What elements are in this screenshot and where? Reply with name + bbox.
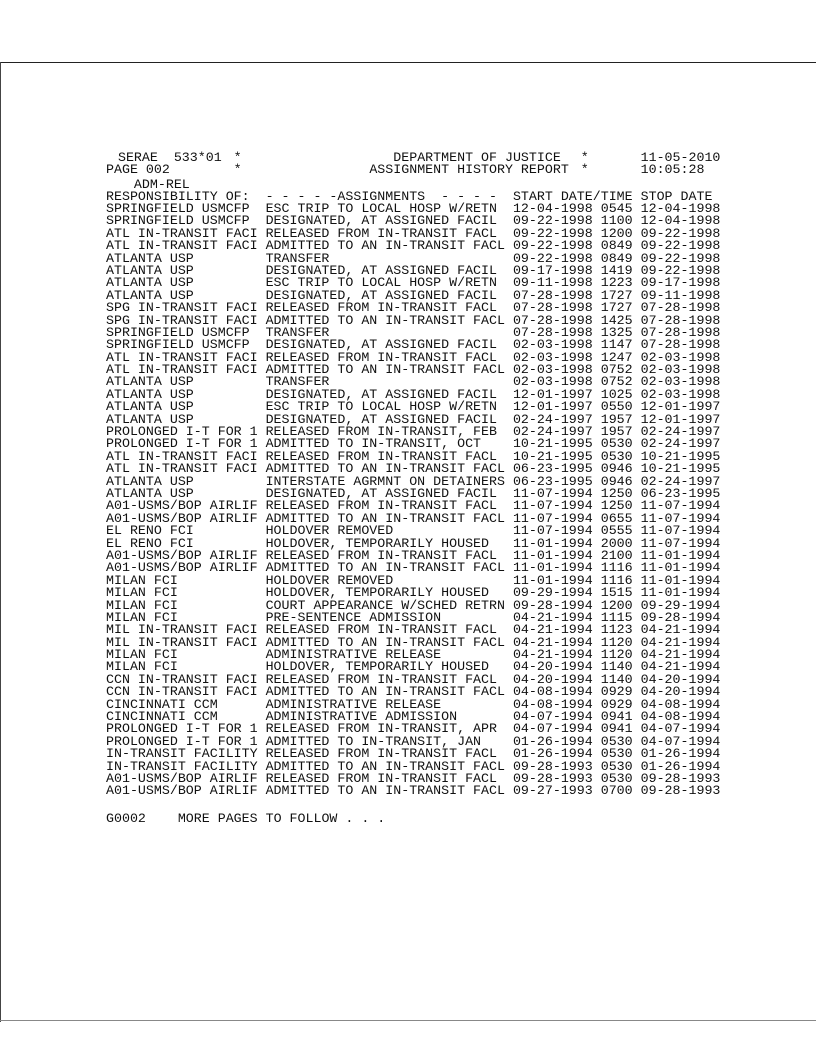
page-border-bottom xyxy=(0,1020,816,1021)
stop-date-cell: 11-07-1994 xyxy=(640,498,721,514)
assignment-cell: ADMITTED TO AN IN-TRANSIT FACL xyxy=(265,362,505,378)
assignment-cell: ESC TRIP TO LOCAL HOSP W/RETN xyxy=(265,275,497,291)
assignment-cell: RELEASED FROM IN-TRANSIT FACL xyxy=(265,622,497,638)
assignments-header: - - - - -ASSIGNMENTS - - - - xyxy=(265,189,497,204)
assignment-cell: DESIGNATED, AT ASSIGNED FACIL xyxy=(265,485,497,501)
report-title: ASSIGNMENT HISTORY REPORT xyxy=(369,162,569,177)
start-time-cell: 1200 xyxy=(600,225,633,241)
responsibility-cell: EL RENO FCI xyxy=(106,523,194,539)
start-time-cell: 1116 xyxy=(600,560,633,576)
start-date-cell: 09-22-1998 xyxy=(512,250,593,266)
start-date-cell: 04-21-1994 xyxy=(512,647,593,663)
system-id: SERAE 533*01 xyxy=(117,150,222,165)
responsibility-cell: ATLANTA USP xyxy=(106,485,194,501)
assignment-cell: TRANSFER xyxy=(265,374,330,390)
stop-date-cell: 07-28-1998 xyxy=(640,300,721,316)
responsibility-cell: MILAN FCI xyxy=(106,572,178,588)
start-date-cell: 02-24-1997 xyxy=(512,411,593,427)
assignment-cell: COURT APPEARANCE W/SCHED RETRN xyxy=(265,597,505,613)
assignment-cell: RELEASED FROM IN-TRANSIT FACL xyxy=(265,300,497,316)
responsibility-cell: PROLONGED I-T FOR 1 xyxy=(106,721,258,737)
start-date-cell: 09-27-1993 xyxy=(512,783,593,799)
assignment-cell: DESIGNATED, AT ASSIGNED FACIL xyxy=(265,386,497,402)
responsibility-cell: SPRINGFIELD USMCFP xyxy=(106,337,250,353)
assignment-cell: RELEASED FROM IN-TRANSIT FACL xyxy=(265,448,497,464)
start-time-cell: 0545 xyxy=(600,201,633,216)
assignment-cell: RELEASED FROM IN-TRANSIT FACL xyxy=(265,770,497,786)
responsibility-cell: MIL IN-TRANSIT FACI xyxy=(106,634,258,650)
report-date: 11-05-2010 xyxy=(640,150,721,165)
header-line-2 xyxy=(106,163,766,176)
stop-date-cell: 02-03-1998 xyxy=(640,349,721,365)
responsibility-cell: ATLANTA USP xyxy=(106,262,194,278)
assignment-table xyxy=(106,203,746,798)
stop-date-cell: 12-01-1997 xyxy=(640,411,721,427)
assignment-cell: TRANSFER xyxy=(265,324,330,340)
stop-date-cell: 11-07-1994 xyxy=(640,535,721,551)
responsibility-cell: ATLANTA USP xyxy=(106,275,194,291)
assignment-cell: ADMINISTRATIVE RELEASE xyxy=(265,696,442,712)
stop-date-cell: 04-07-1994 xyxy=(640,733,721,749)
stop-date-cell: 01-26-1994 xyxy=(640,746,721,762)
start-date-cell: 11-01-1994 xyxy=(512,535,593,551)
start-time-cell: 0530 xyxy=(600,448,633,464)
responsibility-cell: ATL IN-TRANSIT FACI xyxy=(106,448,258,464)
start-time-cell: 1140 xyxy=(600,659,633,675)
responsibility-cell: CINCINNATI CCM xyxy=(106,696,218,712)
start-time-cell: 1120 xyxy=(600,634,633,650)
responsibility-cell: ATL IN-TRANSIT FACI xyxy=(106,362,258,378)
start-date-cell: 10-21-1995 xyxy=(512,448,593,464)
responsibility-cell: A01-USMS/BOP AIRLIF xyxy=(106,770,258,786)
responsibility-cell: SPG IN-TRANSIT FACI xyxy=(106,300,258,316)
start-time-cell: 0655 xyxy=(600,510,633,526)
start-time-cell: 0849 xyxy=(600,238,633,254)
assignment-cell: ADMINISTRATIVE ADMISSION xyxy=(265,709,458,725)
stop-date-cell: 10-21-1995 xyxy=(640,448,721,464)
adm-rel-label: ADM-REL xyxy=(133,177,190,192)
start-date-cell: 04-08-1994 xyxy=(512,684,593,700)
stop-date-cell: 12-04-1998 xyxy=(640,213,721,229)
stop-date-cell: 02-03-1998 xyxy=(640,386,721,402)
start-date-cell: 11-01-1994 xyxy=(512,547,593,563)
start-date-cell: 07-28-1998 xyxy=(512,324,593,340)
stop-date-cell: 09-22-1998 xyxy=(640,238,721,254)
stop-date-cell: 07-28-1998 xyxy=(640,324,721,340)
start-date-cell: 04-07-1994 xyxy=(512,709,593,725)
start-date-cell: 09-22-1998 xyxy=(512,213,593,229)
stop-date-cell: 04-08-1994 xyxy=(640,709,721,725)
responsibility-cell: SPG IN-TRANSIT FACI xyxy=(106,312,258,328)
responsibility-cell: IN-TRANSIT FACILITY xyxy=(106,758,258,774)
header-star: * xyxy=(233,150,242,165)
start-date-cell: 09-28-1993 xyxy=(512,758,593,774)
stop-date-cell: 12-01-1997 xyxy=(640,399,721,415)
responsibility-cell: IN-TRANSIT FACILITY xyxy=(106,746,258,762)
assignment-cell: HOLDOVER, TEMPORARILY HOUSED xyxy=(265,585,490,601)
responsibility-cell: ATLANTA USP xyxy=(106,287,194,303)
start-date-cell: 02-24-1997 xyxy=(512,424,593,440)
start-date-cell: 11-01-1994 xyxy=(512,572,593,588)
start-time-cell: 1425 xyxy=(600,312,633,328)
assignment-cell: HOLDOVER, TEMPORARILY HOUSED xyxy=(265,659,490,675)
assignment-cell: ADMITTED TO AN IN-TRANSIT FACL xyxy=(265,312,505,328)
start-time-cell: 1727 xyxy=(600,300,633,316)
stop-date-cell: 04-21-1994 xyxy=(640,634,721,650)
start-time-cell: 1100 xyxy=(600,213,633,229)
start-date-cell: 06-23-1995 xyxy=(512,461,593,477)
stop-date-cell: 04-21-1994 xyxy=(640,647,721,663)
stop-date-cell: 07-28-1998 xyxy=(640,337,721,353)
start-date-cell: 09-28-1993 xyxy=(512,770,593,786)
assignment-cell: ESC TRIP TO LOCAL HOSP W/RETN xyxy=(265,399,497,415)
stop-date-cell: 09-22-1998 xyxy=(640,262,721,278)
assignment-cell: TRANSFER xyxy=(265,250,330,266)
start-time-cell: 1247 xyxy=(600,349,633,365)
stop-date-cell: 09-17-1998 xyxy=(640,275,721,291)
start-date-cell: 12-01-1997 xyxy=(512,386,593,402)
start-date-cell: 02-03-1998 xyxy=(512,362,593,378)
assignment-cell: ADMITTED TO AN IN-TRANSIT FACL xyxy=(265,783,505,799)
stop-date-cell: 09-22-1998 xyxy=(640,250,721,266)
responsibility-cell: MIL IN-TRANSIT FACI xyxy=(106,622,258,638)
report-time: 10:05:28 xyxy=(640,162,705,177)
start-date-cell: 11-07-1994 xyxy=(512,485,593,501)
assignment-cell: HOLDOVER REMOVED xyxy=(265,523,394,539)
start-time-cell: 0946 xyxy=(600,461,633,477)
responsibility-cell: PROLONGED I-T FOR 1 xyxy=(106,424,258,440)
responsibility-cell: ATLANTA USP xyxy=(106,250,194,266)
start-date-cell: 11-07-1994 xyxy=(512,498,593,514)
assignment-cell: DESIGNATED, AT ASSIGNED FACIL xyxy=(265,213,497,229)
start-time-cell: 1223 xyxy=(600,275,633,291)
start-date-cell: 10-21-1995 xyxy=(512,436,593,452)
stop-date-cell: 11-01-1994 xyxy=(640,560,721,576)
assignment-cell: ADMITTED TO AN IN-TRANSIT FACL xyxy=(265,560,505,576)
assignment-cell: ADMITTED TO AN IN-TRANSIT FACL xyxy=(265,758,505,774)
stop-date-cell: 11-07-1994 xyxy=(640,523,721,539)
start-time-cell: 1957 xyxy=(600,411,633,427)
responsibility-cell: MILAN FCI xyxy=(106,585,178,601)
assignment-cell: DESIGNATED, AT ASSIGNED FACIL xyxy=(265,287,497,303)
start-time-cell: 0530 xyxy=(600,746,633,762)
start-time-cell: 0530 xyxy=(600,770,633,786)
responsibility-cell: MILAN FCI xyxy=(106,659,178,675)
assignment-cell: ESC TRIP TO LOCAL HOSP W/RETN xyxy=(265,201,497,216)
start-date-cell: 01-26-1994 xyxy=(512,733,593,749)
assignment-cell: RELEASED FROM IN-TRANSIT FACL xyxy=(265,349,497,365)
responsibility-cell: SPRINGFIELD USMCFP xyxy=(106,324,250,340)
start-time-cell: 1515 xyxy=(600,585,633,601)
header-star: * xyxy=(233,162,242,177)
stop-date-cell: 12-04-1998 xyxy=(640,201,721,216)
start-date-cell: 09-28-1994 xyxy=(512,597,593,613)
assignment-cell: DESIGNATED, AT ASSIGNED FACIL xyxy=(265,262,497,278)
stop-date-cell: 09-29-1994 xyxy=(640,597,721,613)
footer-line xyxy=(106,812,766,825)
start-date-cell: 02-03-1998 xyxy=(512,374,593,390)
stop-date-cell: 02-03-1998 xyxy=(640,374,721,390)
assignment-cell: ADMITTED TO AN IN-TRANSIT FACL xyxy=(265,510,505,526)
start-time-cell: 1200 xyxy=(600,597,633,613)
assignment-cell: INTERSTATE AGRMNT ON DETAINERS xyxy=(265,473,505,489)
responsibility-cell: MILAN FCI xyxy=(106,597,178,613)
start-time-cell: 1115 xyxy=(600,609,633,625)
stop-date-header: STOP DATE xyxy=(640,189,713,204)
assignment-cell: ADMITTED TO IN-TRANSIT, OCT xyxy=(265,436,482,452)
stop-date-cell: 02-24-1997 xyxy=(640,473,721,489)
start-time-cell: 0530 xyxy=(600,758,633,774)
responsibility-cell: ATL IN-TRANSIT FACI xyxy=(106,461,258,477)
start-date-cell: 04-20-1994 xyxy=(512,671,593,687)
start-time-cell: 1116 xyxy=(600,572,633,588)
start-date-cell: 04-21-1994 xyxy=(512,634,593,650)
responsibility-cell: ATL IN-TRANSIT FACI xyxy=(106,349,258,365)
page-border-left xyxy=(0,62,1,1022)
stop-date-cell: 02-24-1997 xyxy=(640,436,721,452)
start-time-cell: 0530 xyxy=(600,436,633,452)
start-date-cell: 04-21-1994 xyxy=(512,622,593,638)
start-date-cell: 04-08-1994 xyxy=(512,696,593,712)
assignment-cell: RELEASED FROM IN-TRANSIT FACL xyxy=(265,746,497,762)
start-time-cell: 1147 xyxy=(600,337,633,353)
start-date-cell: 09-11-1998 xyxy=(512,275,593,291)
responsibility-cell: A01-USMS/BOP AIRLIF xyxy=(106,560,258,576)
department-name: DEPARTMENT OF JUSTICE xyxy=(393,150,561,165)
start-time-cell: 0752 xyxy=(600,362,633,378)
start-time-cell: 0849 xyxy=(600,250,633,266)
responsibility-cell: SPRINGFIELD USMCFP xyxy=(106,201,250,216)
start-time-cell: 2100 xyxy=(600,547,633,563)
assignment-cell: PRE-SENTENCE ADMISSION xyxy=(265,609,442,625)
start-date-cell: 09-22-1998 xyxy=(512,238,593,254)
responsibility-cell: PROLONGED I-T FOR 1 xyxy=(106,436,258,452)
responsibility-cell: CCN IN-TRANSIT FACI xyxy=(106,684,258,700)
start-date-cell: 06-23-1995 xyxy=(512,473,593,489)
stop-date-cell: 04-20-1994 xyxy=(640,671,721,687)
assignment-cell: RELEASED FROM IN-TRANSIT FACL xyxy=(265,671,497,687)
stop-date-cell: 09-11-1998 xyxy=(640,287,721,303)
stop-date-cell: 11-07-1994 xyxy=(640,510,721,526)
stop-date-cell: 04-07-1994 xyxy=(640,721,721,737)
assignment-cell: RELEASED FROM IN-TRANSIT, FEB xyxy=(265,424,497,440)
start-time-cell: 0530 xyxy=(600,733,633,749)
assignment-cell: HOLDOVER, TEMPORARILY HOUSED xyxy=(265,535,490,551)
start-date-cell: 09-22-1998 xyxy=(512,225,593,241)
start-time-cell: 0946 xyxy=(600,473,633,489)
assignment-cell: HOLDOVER REMOVED xyxy=(265,572,394,588)
start-time-cell: 1250 xyxy=(600,485,633,501)
start-time-cell: 1120 xyxy=(600,647,633,663)
stop-date-cell: 07-28-1998 xyxy=(640,312,721,328)
responsibility-cell: ATLANTA USP xyxy=(106,411,194,427)
responsibility-cell: CCN IN-TRANSIT FACI xyxy=(106,671,258,687)
responsibility-cell: PROLONGED I-T FOR 1 xyxy=(106,733,258,749)
stop-date-cell: 04-20-1994 xyxy=(640,684,721,700)
stop-date-cell: 04-21-1994 xyxy=(640,622,721,638)
table-row xyxy=(106,785,746,797)
assignment-cell: ADMITTED TO IN-TRANSIT, JAN xyxy=(265,733,482,749)
assignment-cell: RELEASED FROM IN-TRANSIT FACL xyxy=(265,498,497,514)
stop-date-cell: 04-08-1994 xyxy=(640,696,721,712)
stop-date-cell: 09-28-1994 xyxy=(640,609,721,625)
start-time-cell: 0550 xyxy=(600,399,633,415)
assignment-cell: DESIGNATED, AT ASSIGNED FACIL xyxy=(265,411,497,427)
start-time-cell: 1123 xyxy=(600,622,633,638)
responsibility-cell: ATLANTA USP xyxy=(106,386,194,402)
start-date-cell: 04-20-1994 xyxy=(512,659,593,675)
start-date-cell: 11-07-1994 xyxy=(512,510,593,526)
start-date-cell: 07-28-1998 xyxy=(512,287,593,303)
stop-date-cell: 11-01-1994 xyxy=(640,547,721,563)
responsibility-cell: MILAN FCI xyxy=(106,647,178,663)
responsibility-cell: A01-USMS/BOP AIRLIF xyxy=(106,498,258,514)
start-time-cell: 0941 xyxy=(600,709,633,725)
assignment-cell: RELEASED FROM IN-TRANSIT FACL xyxy=(265,547,497,563)
responsibility-cell: A01-USMS/BOP AIRLIF xyxy=(106,510,258,526)
stop-date-cell: 02-03-1998 xyxy=(640,362,721,378)
assignment-cell: ADMITTED TO AN IN-TRANSIT FACL xyxy=(265,238,505,254)
responsibility-cell: MILAN FCI xyxy=(106,609,178,625)
page-number: PAGE 002 xyxy=(106,162,170,177)
footer-code: G0002 xyxy=(106,811,146,826)
start-date-cell: 01-26-1994 xyxy=(512,746,593,762)
page-border-top xyxy=(0,62,816,63)
start-date-cell: 11-01-1994 xyxy=(512,560,593,576)
header-star: * xyxy=(580,150,589,165)
start-date-cell: 04-21-1994 xyxy=(512,609,593,625)
responsibility-cell: EL RENO FCI xyxy=(106,535,194,551)
stop-date-cell: 04-21-1994 xyxy=(640,659,721,675)
start-time-cell: 0700 xyxy=(600,783,633,799)
more-pages-message: MORE PAGES TO FOLLOW . . . xyxy=(177,811,386,826)
start-time-cell: 0941 xyxy=(600,721,633,737)
responsibility-cell: ATLANTA USP xyxy=(106,399,194,415)
stop-date-cell: 02-24-1997 xyxy=(640,424,721,440)
stop-date-cell: 09-28-1993 xyxy=(640,783,721,799)
start-date-cell: 07-28-1998 xyxy=(512,300,593,316)
start-time-cell: 0929 xyxy=(600,684,633,700)
start-date-cell: 02-03-1998 xyxy=(512,349,593,365)
responsibility-cell: A01-USMS/BOP AIRLIF xyxy=(106,783,258,799)
assignment-cell: ADMITTED TO AN IN-TRANSIT FACL xyxy=(265,684,505,700)
responsibility-cell: A01-USMS/BOP AIRLIF xyxy=(106,547,258,563)
start-datetime-header: START DATE/TIME xyxy=(512,189,633,204)
stop-date-cell: 09-22-1998 xyxy=(640,225,721,241)
start-time-cell: 1140 xyxy=(600,671,633,687)
start-date-cell: 09-17-1998 xyxy=(512,262,593,278)
header-star: * xyxy=(580,162,589,177)
responsibility-cell: ATLANTA USP xyxy=(106,473,194,489)
start-date-cell: 11-07-1994 xyxy=(512,523,593,539)
start-time-cell: 2000 xyxy=(600,535,633,551)
responsibility-cell: ATL IN-TRANSIT FACI xyxy=(106,238,258,254)
start-date-cell: 12-01-1997 xyxy=(512,399,593,415)
start-time-cell: 0752 xyxy=(600,374,633,390)
start-time-cell: 1957 xyxy=(600,424,633,440)
assignment-cell: DESIGNATED, AT ASSIGNED FACIL xyxy=(265,337,497,353)
assignment-cell: RELEASED FROM IN-TRANSIT FACL xyxy=(265,225,497,241)
stop-date-cell: 11-01-1994 xyxy=(640,585,721,601)
assignment-cell: ADMINISTRATIVE RELEASE xyxy=(265,647,442,663)
start-time-cell: 1419 xyxy=(600,262,633,278)
stop-date-cell: 11-01-1994 xyxy=(640,572,721,588)
assignment-cell: ADMITTED TO AN IN-TRANSIT FACL xyxy=(265,634,505,650)
start-time-cell: 1250 xyxy=(600,498,633,514)
start-date-cell: 09-29-1994 xyxy=(512,585,593,601)
stop-date-cell: 01-26-1994 xyxy=(640,758,721,774)
stop-date-cell: 06-23-1995 xyxy=(640,485,721,501)
start-date-cell: 12-04-1998 xyxy=(512,201,593,216)
start-date-cell: 07-28-1998 xyxy=(512,312,593,328)
start-time-cell: 1727 xyxy=(600,287,633,303)
start-date-cell: 04-07-1994 xyxy=(512,721,593,737)
start-time-cell: 0555 xyxy=(600,523,633,539)
responsibility-header: RESPONSIBILITY OF: xyxy=(106,189,250,204)
start-date-cell: 02-03-1998 xyxy=(512,337,593,353)
responsibility-cell: SPRINGFIELD USMCFP xyxy=(106,213,250,229)
start-time-cell: 1025 xyxy=(600,386,633,402)
responsibility-cell: CINCINNATI CCM xyxy=(106,709,218,725)
start-time-cell: 1325 xyxy=(600,324,633,340)
responsibility-cell: ATL IN-TRANSIT FACI xyxy=(106,225,258,241)
start-time-cell: 0929 xyxy=(600,696,633,712)
stop-date-cell: 09-28-1993 xyxy=(640,770,721,786)
assignment-cell: ADMITTED TO AN IN-TRANSIT FACL xyxy=(265,461,505,477)
assignment-cell: RELEASED FROM IN-TRANSIT, APR xyxy=(265,721,497,737)
responsibility-cell: ATLANTA USP xyxy=(106,374,194,390)
stop-date-cell: 10-21-1995 xyxy=(640,461,721,477)
